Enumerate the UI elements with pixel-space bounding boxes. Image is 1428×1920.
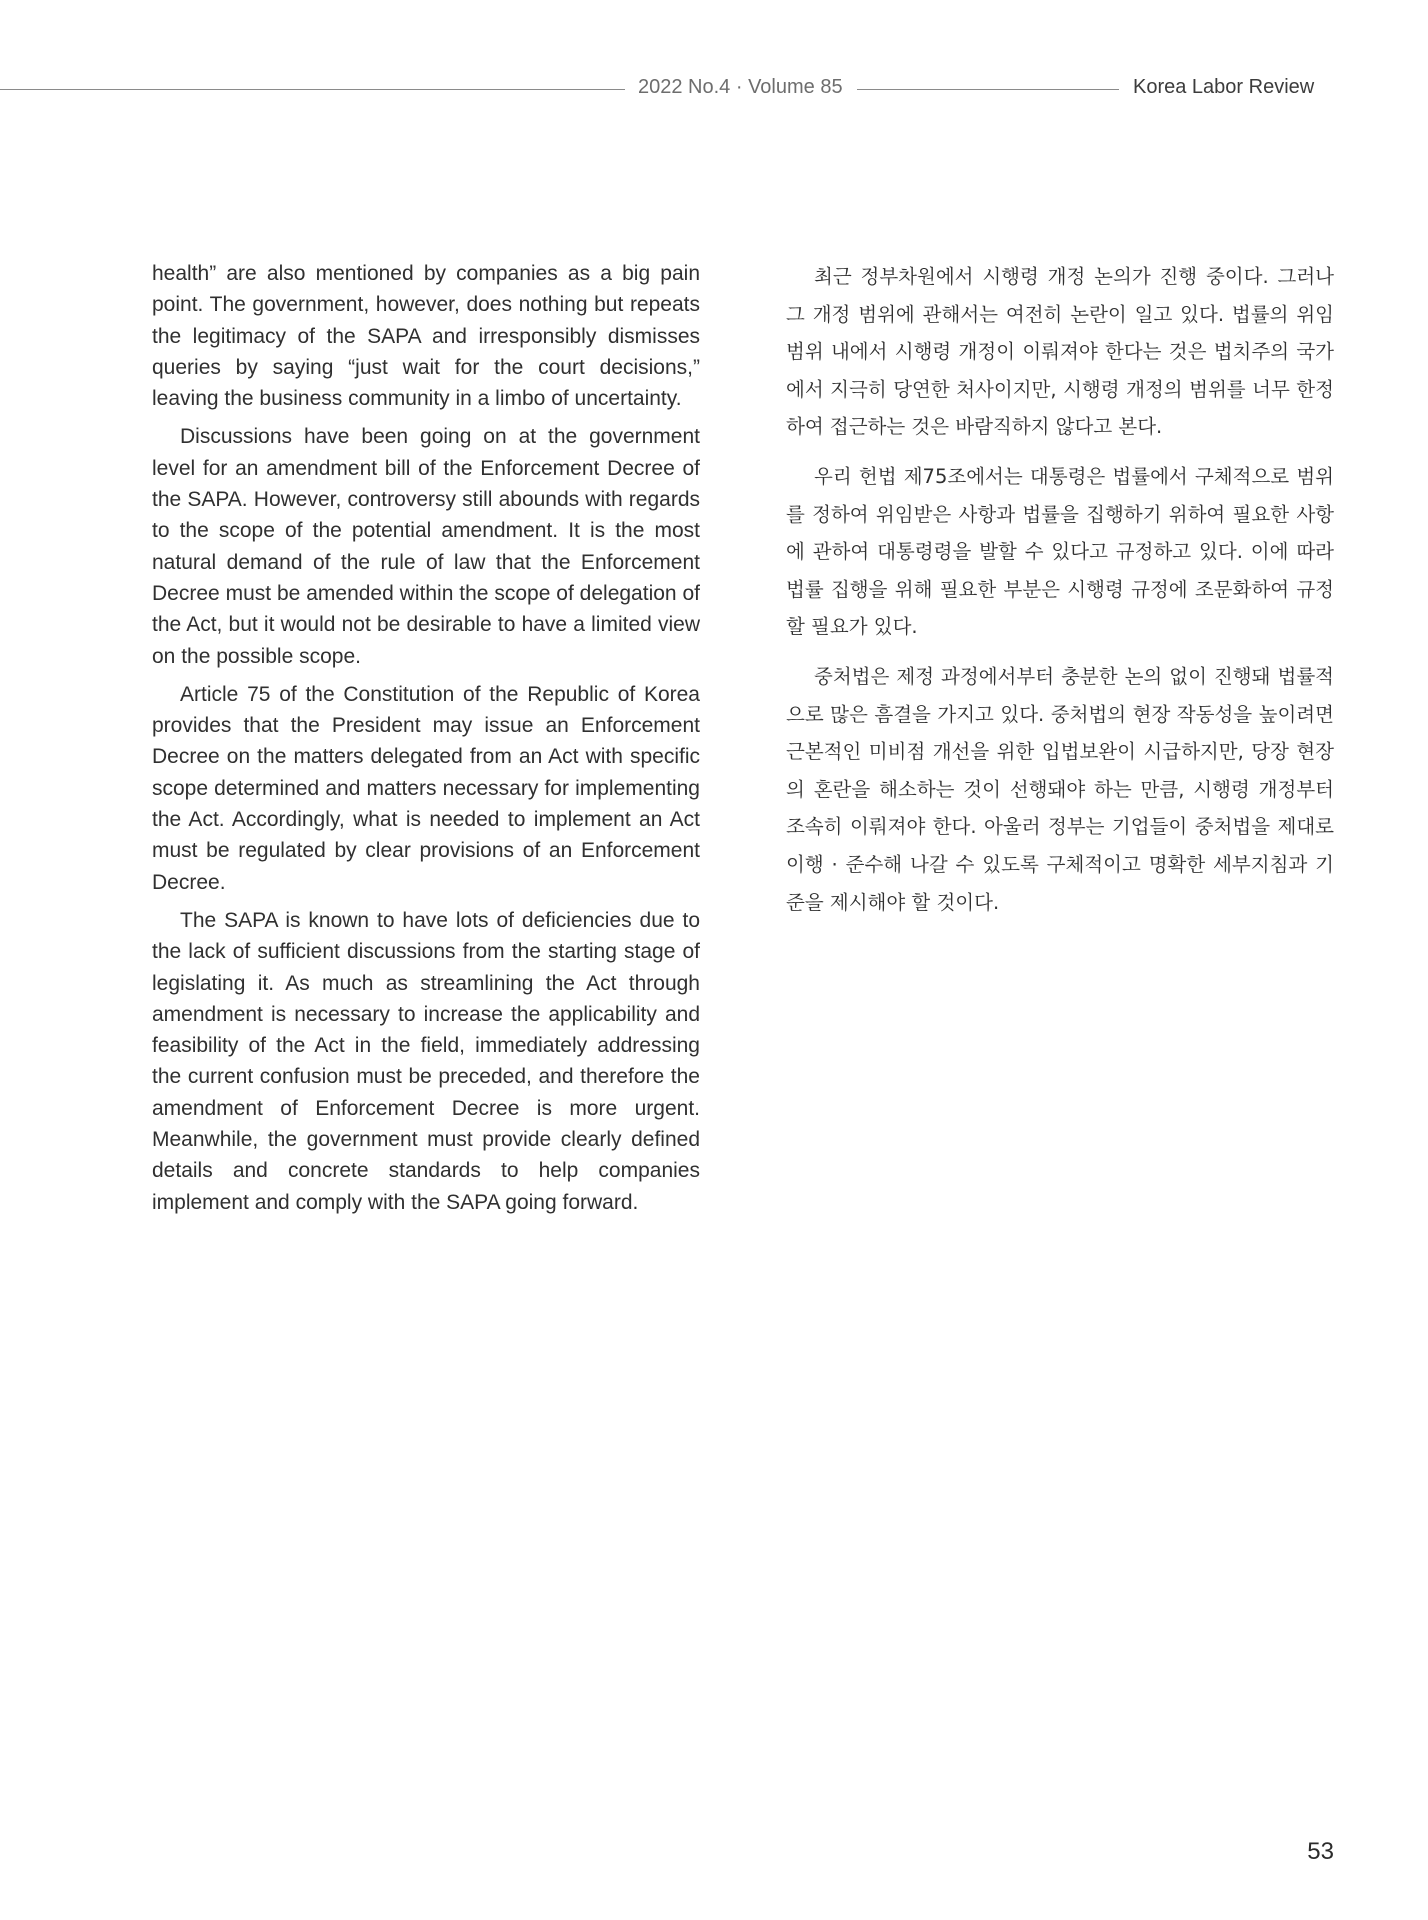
running-header: [0, 72, 1428, 112]
journal-title: Korea Labor Review: [1133, 76, 1315, 98]
korean-paragraph: 중처법은 제정 과정에서부터 충분한 논의 없이 진행돼 법률적으로 많은 흠결을 가지고 있다. 중처법의 현장 작동성을 높이려면 근본적인 미비점 개선을 위한 입법보완이 시급하지만, 당장 현장의 혼란을 해소하는 것이 선행돼야 하는 만큼, 시행령 개정부터 조속히 이뤄져야 한다. 아울러 정부는 기업들이 중처법을 제대로 이행 · 준수해 나갈 수 있도록 구체적이고 명확한 세부지침과 기준을 제시해야 할 것이다.: [786, 664, 1334, 914]
korean-column: [786, 258, 1334, 933]
issue-label: 2022 No.4 · Volume 85: [638, 76, 843, 98]
korean-paragraph: 우리 헌법 제75조에서는 대통령은 법률에서 구체적으로 범위를 정하여 위임받은 사항과 법률을 집행하기 위하여 필요한 사항에 관하여 대통령령을 발할 수 있다고 규정하고 있다. 이에 따라 법률 집행을 위해 필요한 부분은 시행령 규정에 조문화하여 규정할 필요가 있다.: [786, 464, 1334, 639]
header-rule-left: [0, 89, 625, 90]
header-rule-middle: [857, 89, 1119, 90]
english-paragraph: health” are also mentioned by companies as a big pain point. The government, however, does nothing but repeats the legitimacy of the SAPA and irresponsibly dismisses queries by saying “just wait for the court decisions,” leaving the business community in a limbo of uncertainty.: [152, 262, 700, 411]
page-number: 53: [1307, 1838, 1334, 1865]
english-column: [152, 258, 700, 1225]
english-paragraph: Discussions have been going on at the government level for an amendment bill of the Enforcement Decree of the SAPA. However, controversy still abounds with regards to the scope of the potential amendment. It is the most natural demand of the rule of law that the Enforcement Decree must be amended within the scope of delegation of the Act, but it would not be desirable to have a limited view on the possible scope.: [152, 425, 700, 668]
english-paragraph: Article 75 of the Constitution of the Republic of Korea provides that the President may issue an Enforcement Decree on the matters delegated from an Act with specific scope determined and matters necessary for implementing the Act. Accordingly, what is needed to implement an Act must be regulated by clear provisions of an Enforcement Decree.: [152, 682, 700, 894]
english-paragraph: The SAPA is known to have lots of deficiencies due to the lack of sufficient discussions from the starting stage of legislating it. As much as streamlining the Act through amendment is necessary to increase the applicability and feasibility of the Act in the field, immediately addressing the current confusion must be preceded, and therefore the amendment of Enforcement Decree is more urgent. Meanwhile, the government must provide clearly defined details and concrete standards to help companies implement and comply with the SAPA going forward.: [152, 908, 700, 1214]
korean-paragraph: 최근 정부차원에서 시행령 개정 논의가 진행 중이다. 그러나 그 개정 범위에 관해서는 여전히 논란이 일고 있다. 법률의 위임 범위 내에서 시행령 개정이 이뤄져야 한다는 것은 법치주의 국가에서 지극히 당연한 처사이지만, 시행령 개정의 범위를 너무 한정하여 접근하는 것은 바람직하지 않다고 본다.: [786, 265, 1334, 439]
